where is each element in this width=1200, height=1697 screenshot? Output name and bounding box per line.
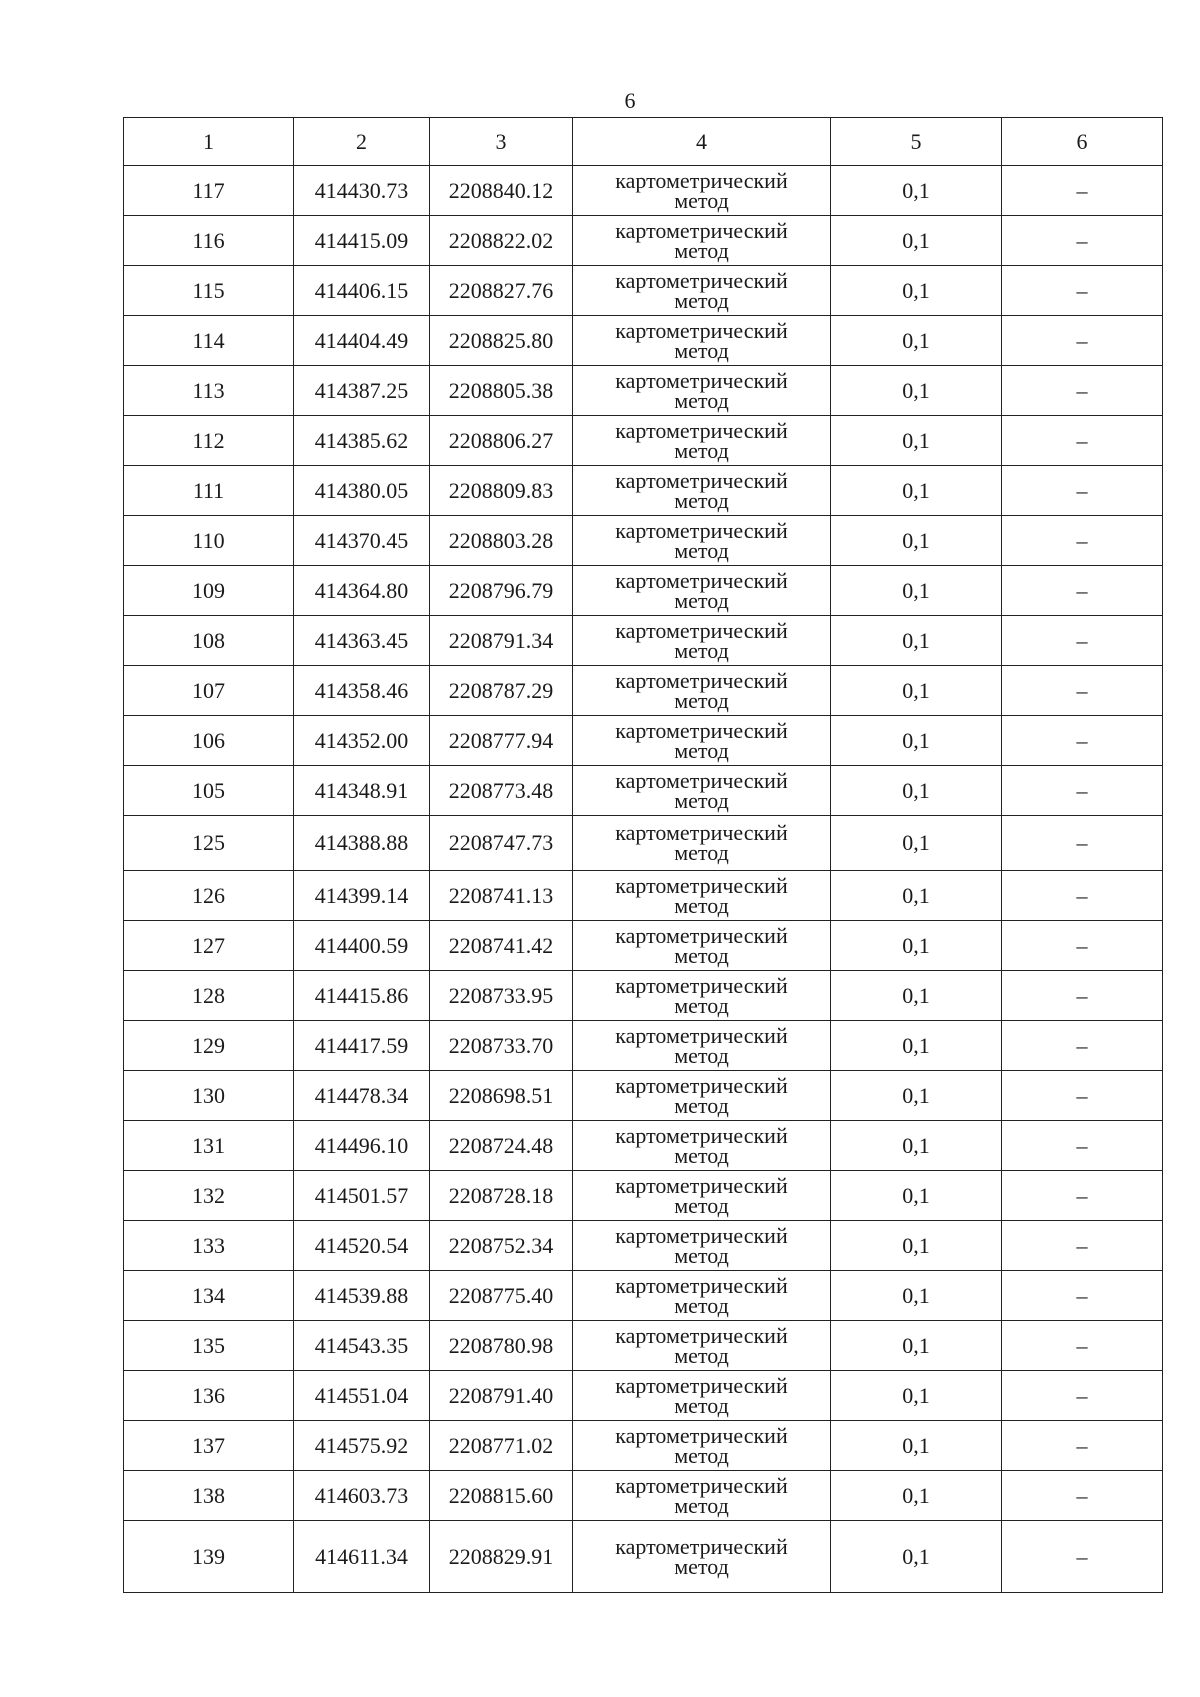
note-cell: – <box>1002 216 1163 266</box>
accuracy-cell: 0,1 <box>831 1271 1002 1321</box>
note-cell: – <box>1002 1371 1163 1421</box>
y-coordinate-cell: 2208791.34 <box>430 616 573 666</box>
method-line: метод <box>674 1553 729 1579</box>
accuracy-cell: 0,1 <box>831 166 1002 216</box>
y-coordinate-cell: 2208805.38 <box>430 366 573 416</box>
point-number-cell: 108 <box>124 616 294 666</box>
method-cell <box>573 1421 831 1471</box>
method-line: картометрический <box>615 1022 788 1048</box>
point-number-cell: 117 <box>124 166 294 216</box>
table-row <box>124 466 1163 516</box>
point-number-cell: 116 <box>124 216 294 266</box>
point-number-cell: 136 <box>124 1371 294 1421</box>
x-coordinate-cell: 414363.45 <box>294 616 430 666</box>
note-cell: – <box>1002 816 1163 871</box>
point-number-cell: 139 <box>124 1521 294 1593</box>
point-number-cell: 130 <box>124 1071 294 1121</box>
point-number-cell: 112 <box>124 416 294 466</box>
x-coordinate-cell: 414388.88 <box>294 816 430 871</box>
method-line: картометрический <box>615 1072 788 1098</box>
method-line: метод <box>674 437 729 463</box>
point-number-cell: 105 <box>124 766 294 816</box>
table-row <box>124 516 1163 566</box>
accuracy-cell: 0,1 <box>831 1021 1002 1071</box>
x-coordinate-cell: 414358.46 <box>294 666 430 716</box>
method-cell <box>573 1271 831 1321</box>
method-line: метод <box>674 1042 729 1068</box>
x-coordinate-cell: 414348.91 <box>294 766 430 816</box>
method-line: картометрический <box>615 1172 788 1198</box>
accuracy-cell: 0,1 <box>831 1221 1002 1271</box>
y-coordinate-cell: 2208840.12 <box>430 166 573 216</box>
y-coordinate-cell: 2208733.95 <box>430 971 573 1021</box>
x-coordinate-cell: 414603.73 <box>294 1471 430 1521</box>
table-row <box>124 316 1163 366</box>
method-line: картометрический <box>615 467 788 493</box>
x-coordinate-cell: 414387.25 <box>294 366 430 416</box>
note-cell: – <box>1002 1021 1163 1071</box>
method-line: метод <box>674 840 729 865</box>
x-coordinate-cell: 414415.86 <box>294 971 430 1021</box>
x-coordinate-cell: 414404.49 <box>294 316 430 366</box>
accuracy-cell: 0,1 <box>831 266 1002 316</box>
note-cell: – <box>1002 1071 1163 1121</box>
note-cell: – <box>1002 1171 1163 1221</box>
accuracy-cell: 0,1 <box>831 566 1002 616</box>
note-cell: – <box>1002 566 1163 616</box>
method-cell <box>573 1321 831 1371</box>
y-coordinate-cell: 2208822.02 <box>430 216 573 266</box>
point-number-cell: 127 <box>124 921 294 971</box>
accuracy-cell: 0,1 <box>831 766 1002 816</box>
method-line: метод <box>674 287 729 313</box>
note-cell: – <box>1002 516 1163 566</box>
y-coordinate-cell: 2208827.76 <box>430 266 573 316</box>
accuracy-cell: 0,1 <box>831 616 1002 666</box>
table-row <box>124 366 1163 416</box>
accuracy-cell: 0,1 <box>831 971 1002 1021</box>
point-number-cell: 113 <box>124 366 294 416</box>
method-cell <box>573 1471 831 1521</box>
x-coordinate-cell: 414611.34 <box>294 1521 430 1593</box>
table-row <box>124 971 1163 1021</box>
header-cell: 1 <box>124 118 294 166</box>
y-coordinate-cell: 2208747.73 <box>430 816 573 871</box>
method-line: метод <box>674 1192 729 1218</box>
accuracy-cell: 0,1 <box>831 466 1002 516</box>
method-line: метод <box>674 1242 729 1268</box>
header-row <box>124 118 1163 166</box>
x-coordinate-cell: 414399.14 <box>294 871 430 921</box>
method-line: метод <box>674 237 729 263</box>
method-line: метод <box>674 537 729 563</box>
method-line: метод <box>674 1092 729 1118</box>
table-row <box>124 266 1163 316</box>
x-coordinate-cell: 414406.15 <box>294 266 430 316</box>
note-cell: – <box>1002 766 1163 816</box>
table-row <box>124 1021 1163 1071</box>
accuracy-cell: 0,1 <box>831 1321 1002 1371</box>
y-coordinate-cell: 2208741.42 <box>430 921 573 971</box>
note-cell: – <box>1002 1221 1163 1271</box>
x-coordinate-cell: 414496.10 <box>294 1121 430 1171</box>
table-header <box>124 118 1163 166</box>
table-row <box>124 766 1163 816</box>
note-cell: – <box>1002 971 1163 1021</box>
point-number-cell: 132 <box>124 1171 294 1221</box>
note-cell: – <box>1002 666 1163 716</box>
y-coordinate-cell: 2208815.60 <box>430 1471 573 1521</box>
method-line: картометрический <box>615 667 788 693</box>
point-number-cell: 137 <box>124 1421 294 1471</box>
method-cell <box>573 416 831 466</box>
point-number-cell: 109 <box>124 566 294 616</box>
method-line: картометрический <box>615 1472 788 1498</box>
accuracy-cell: 0,1 <box>831 366 1002 416</box>
method-line: метод <box>674 187 729 213</box>
method-cell <box>573 971 831 1021</box>
method-line: картометрический <box>615 267 788 293</box>
note-cell: – <box>1002 166 1163 216</box>
method-line: картометрический <box>615 767 788 793</box>
point-number-cell: 133 <box>124 1221 294 1271</box>
accuracy-cell: 0,1 <box>831 216 1002 266</box>
method-cell <box>573 366 831 416</box>
accuracy-cell: 0,1 <box>831 921 1002 971</box>
method-cell <box>573 1121 831 1171</box>
y-coordinate-cell: 2208791.40 <box>430 1371 573 1421</box>
point-number-cell: 135 <box>124 1321 294 1371</box>
method-line: картометрический <box>615 1222 788 1248</box>
note-cell: – <box>1002 416 1163 466</box>
table-row <box>124 166 1163 216</box>
note-cell: – <box>1002 316 1163 366</box>
method-cell <box>573 1521 831 1593</box>
note-cell: – <box>1002 1421 1163 1471</box>
note-cell: – <box>1002 466 1163 516</box>
method-line: картометрический <box>615 617 788 643</box>
accuracy-cell: 0,1 <box>831 1171 1002 1221</box>
x-coordinate-cell: 414370.45 <box>294 516 430 566</box>
table-row <box>124 871 1163 921</box>
method-line: метод <box>674 637 729 663</box>
method-cell <box>573 766 831 816</box>
accuracy-cell: 0,1 <box>831 1521 1002 1593</box>
accuracy-cell: 0,1 <box>831 1371 1002 1421</box>
y-coordinate-cell: 2208780.98 <box>430 1321 573 1371</box>
method-line: картометрический <box>615 820 788 845</box>
x-coordinate-cell: 414352.00 <box>294 716 430 766</box>
method-line: метод <box>674 587 729 613</box>
method-cell <box>573 266 831 316</box>
table-row <box>124 816 1163 871</box>
header-cell: 6 <box>1002 118 1163 166</box>
method-line: картометрический <box>615 167 788 193</box>
method-line: картометрический <box>615 1422 788 1448</box>
x-coordinate-cell: 414380.05 <box>294 466 430 516</box>
method-line: картометрический <box>615 872 788 898</box>
method-line: картометрический <box>615 1122 788 1148</box>
method-cell <box>573 466 831 516</box>
method-line: метод <box>674 387 729 413</box>
y-coordinate-cell: 2208787.29 <box>430 666 573 716</box>
accuracy-cell: 0,1 <box>831 516 1002 566</box>
table-row <box>124 216 1163 266</box>
table-row <box>124 416 1163 466</box>
method-line: картометрический <box>615 217 788 243</box>
method-line: метод <box>674 787 729 813</box>
point-number-cell: 114 <box>124 316 294 366</box>
method-line: метод <box>674 687 729 713</box>
point-number-cell: 107 <box>124 666 294 716</box>
method-cell <box>573 516 831 566</box>
accuracy-cell: 0,1 <box>831 1471 1002 1521</box>
x-coordinate-cell: 414539.88 <box>294 1271 430 1321</box>
point-number-cell: 131 <box>124 1121 294 1171</box>
header-cell: 5 <box>831 118 1002 166</box>
method-line: картометрический <box>615 717 788 743</box>
method-line: картометрический <box>615 1533 788 1559</box>
x-coordinate-cell: 414501.57 <box>294 1171 430 1221</box>
point-number-cell: 134 <box>124 1271 294 1321</box>
accuracy-cell: 0,1 <box>831 316 1002 366</box>
table-row <box>124 666 1163 716</box>
method-line: картометрический <box>615 922 788 948</box>
table-row <box>124 1321 1163 1371</box>
point-number-cell: 129 <box>124 1021 294 1071</box>
point-number-cell: 106 <box>124 716 294 766</box>
header-cell: 4 <box>573 118 831 166</box>
y-coordinate-cell: 2208809.83 <box>430 466 573 516</box>
method-line: метод <box>674 487 729 513</box>
method-cell <box>573 1021 831 1071</box>
note-cell: – <box>1002 266 1163 316</box>
method-line: метод <box>674 992 729 1018</box>
header-cell: 3 <box>430 118 573 166</box>
method-cell <box>573 816 831 871</box>
table-row <box>124 1271 1163 1321</box>
method-line: картометрический <box>615 367 788 393</box>
method-line: картометрический <box>615 1322 788 1348</box>
method-cell <box>573 871 831 921</box>
page-number: 6 <box>624 88 636 113</box>
note-cell: – <box>1002 921 1163 971</box>
x-coordinate-cell: 414430.73 <box>294 166 430 216</box>
method-line: метод <box>674 1142 729 1168</box>
note-cell: – <box>1002 1471 1163 1521</box>
method-cell <box>573 216 831 266</box>
y-coordinate-cell: 2208773.48 <box>430 766 573 816</box>
method-cell <box>573 1171 831 1221</box>
x-coordinate-cell: 414364.80 <box>294 566 430 616</box>
method-line: картометрический <box>615 417 788 443</box>
y-coordinate-cell: 2208806.27 <box>430 416 573 466</box>
x-coordinate-cell: 414520.54 <box>294 1221 430 1271</box>
method-line: картометрический <box>615 317 788 343</box>
accuracy-cell: 0,1 <box>831 1121 1002 1171</box>
table-row <box>124 1421 1163 1471</box>
method-line: картометрический <box>615 567 788 593</box>
method-line: картометрический <box>615 972 788 998</box>
y-coordinate-cell: 2208775.40 <box>430 1271 573 1321</box>
method-line: метод <box>674 1442 729 1468</box>
table-body <box>124 166 1163 1593</box>
method-cell <box>573 1371 831 1421</box>
point-number-cell: 110 <box>124 516 294 566</box>
x-coordinate-cell: 414551.04 <box>294 1371 430 1421</box>
accuracy-cell: 0,1 <box>831 416 1002 466</box>
x-coordinate-cell: 414417.59 <box>294 1021 430 1071</box>
method-cell <box>573 1221 831 1271</box>
method-line: метод <box>674 942 729 968</box>
table-row <box>124 1221 1163 1271</box>
point-number-cell: 111 <box>124 466 294 516</box>
table-row <box>124 1521 1163 1593</box>
note-cell: – <box>1002 1121 1163 1171</box>
method-cell <box>573 616 831 666</box>
x-coordinate-cell: 414478.34 <box>294 1071 430 1121</box>
accuracy-cell: 0,1 <box>831 716 1002 766</box>
method-line: картометрический <box>615 517 788 543</box>
method-cell <box>573 166 831 216</box>
y-coordinate-cell: 2208771.02 <box>430 1421 573 1471</box>
point-number-cell: 138 <box>124 1471 294 1521</box>
y-coordinate-cell: 2208796.79 <box>430 566 573 616</box>
y-coordinate-cell: 2208803.28 <box>430 516 573 566</box>
accuracy-cell: 0,1 <box>831 816 1002 871</box>
y-coordinate-cell: 2208733.70 <box>430 1021 573 1071</box>
y-coordinate-cell: 2208724.48 <box>430 1121 573 1171</box>
note-cell: – <box>1002 871 1163 921</box>
table-row <box>124 921 1163 971</box>
method-cell <box>573 1071 831 1121</box>
y-coordinate-cell: 2208728.18 <box>430 1171 573 1221</box>
table-row <box>124 716 1163 766</box>
note-cell: – <box>1002 1321 1163 1371</box>
method-cell <box>573 716 831 766</box>
x-coordinate-cell: 414400.59 <box>294 921 430 971</box>
note-cell: – <box>1002 1521 1163 1593</box>
method-line: метод <box>674 1392 729 1418</box>
accuracy-cell: 0,1 <box>831 1071 1002 1121</box>
table-row <box>124 1071 1163 1121</box>
note-cell: – <box>1002 366 1163 416</box>
point-number-cell: 128 <box>124 971 294 1021</box>
method-cell <box>573 316 831 366</box>
method-line: метод <box>674 1292 729 1318</box>
y-coordinate-cell: 2208752.34 <box>430 1221 573 1271</box>
note-cell: – <box>1002 716 1163 766</box>
coordinates-table <box>123 117 1163 1593</box>
method-cell <box>573 666 831 716</box>
method-cell <box>573 566 831 616</box>
accuracy-cell: 0,1 <box>831 1421 1002 1471</box>
point-number-cell: 125 <box>124 816 294 871</box>
table-row <box>124 566 1163 616</box>
accuracy-cell: 0,1 <box>831 666 1002 716</box>
y-coordinate-cell: 2208698.51 <box>430 1071 573 1121</box>
x-coordinate-cell: 414575.92 <box>294 1421 430 1471</box>
y-coordinate-cell: 2208825.80 <box>430 316 573 366</box>
method-cell <box>573 921 831 971</box>
method-line: метод <box>674 1492 729 1518</box>
method-line: метод <box>674 337 729 363</box>
x-coordinate-cell: 414385.62 <box>294 416 430 466</box>
point-number-cell: 126 <box>124 871 294 921</box>
x-coordinate-cell: 414415.09 <box>294 216 430 266</box>
table-row <box>124 616 1163 666</box>
header-cell: 2 <box>294 118 430 166</box>
method-line: метод <box>674 892 729 918</box>
y-coordinate-cell: 2208829.91 <box>430 1521 573 1593</box>
y-coordinate-cell: 2208777.94 <box>430 716 573 766</box>
table-row <box>124 1171 1163 1221</box>
table-row <box>124 1471 1163 1521</box>
x-coordinate-cell: 414543.35 <box>294 1321 430 1371</box>
note-cell: – <box>1002 1271 1163 1321</box>
accuracy-cell: 0,1 <box>831 871 1002 921</box>
note-cell: – <box>1002 616 1163 666</box>
method-line: метод <box>674 1342 729 1368</box>
method-line: картометрический <box>615 1272 788 1298</box>
method-line: метод <box>674 737 729 763</box>
table-row <box>124 1121 1163 1171</box>
point-number-cell: 115 <box>124 266 294 316</box>
y-coordinate-cell: 2208741.13 <box>430 871 573 921</box>
table-row <box>124 1371 1163 1421</box>
method-line: картометрический <box>615 1372 788 1398</box>
